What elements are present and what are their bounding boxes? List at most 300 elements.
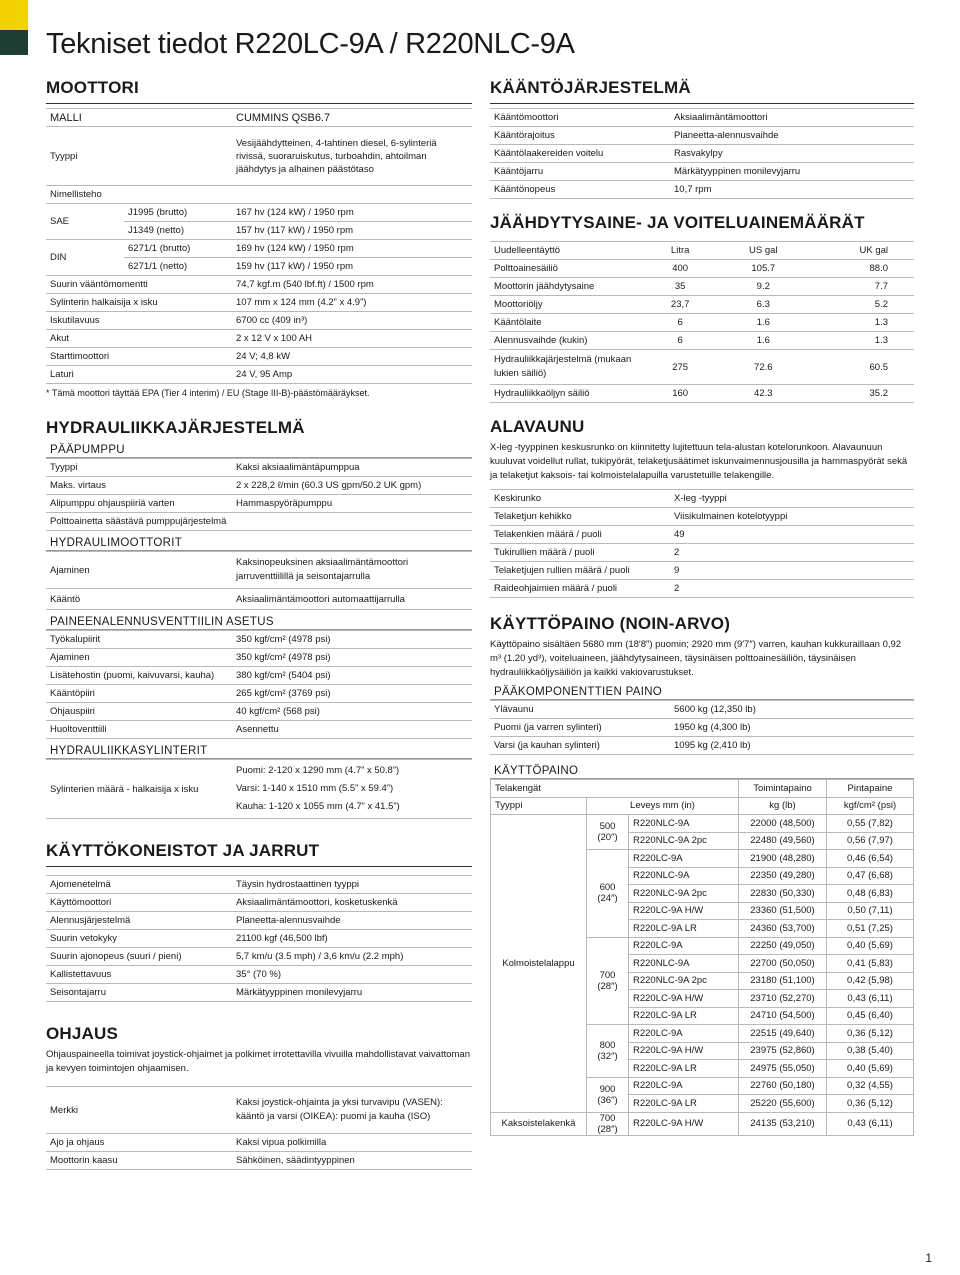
- row-value: Kaksi aksiaalimäntäpumppua: [232, 459, 472, 477]
- table-row: [46, 721, 472, 739]
- cell: 35.2: [810, 385, 914, 403]
- cell: Moottoriöljy: [490, 296, 644, 314]
- row-label: Sylinterin halkaisija x isku: [46, 294, 232, 312]
- row-label: Puomi (ja varren sylinteri): [490, 719, 670, 737]
- row-label: Tyyppi: [46, 459, 232, 477]
- row-label: Alennusjärjestelmä: [46, 912, 232, 930]
- model-cell: R220LC-9A LR: [629, 1095, 739, 1113]
- row-label: Akut: [46, 330, 232, 348]
- row-value: 49: [670, 526, 914, 544]
- weight-cell: 23710 (52,270): [739, 990, 827, 1008]
- cell: 6: [644, 332, 717, 350]
- row-value: Planeetta-alennusvaihde: [232, 912, 472, 930]
- row-label: Telaketjun kehikko: [490, 508, 670, 526]
- model-cell: R220LC-9A: [629, 1077, 739, 1095]
- row-label: Ajaminen: [46, 649, 232, 667]
- cell: 160: [644, 385, 717, 403]
- table-row: [46, 204, 472, 222]
- table-row: [46, 1087, 472, 1134]
- row-value: 2: [670, 580, 914, 598]
- table-row: [46, 685, 472, 703]
- row-value: 9: [670, 562, 914, 580]
- page-number: 1: [925, 1251, 932, 1265]
- weight-cell: 22830 (50,330): [739, 885, 827, 903]
- table-row: [46, 760, 472, 819]
- power-value: 157 hv (117 kW) / 1950 rpm: [232, 222, 472, 240]
- table-row: [46, 589, 472, 610]
- power-cond: J1995 (brutto): [124, 204, 232, 222]
- model-cell: R220LC-9A LR: [629, 920, 739, 938]
- table-row: [46, 1152, 472, 1170]
- table-row: [46, 109, 472, 127]
- table-row: [46, 948, 472, 966]
- table-row: [490, 385, 914, 403]
- shoe-type-cell: Kolmoistelalappu: [491, 815, 587, 1113]
- alavaunu-text: X-leg -tyyppinen keskusrunko on kiinnitetty lujitettuun tela-alustan kotelorunkoon. Alavaunuun kuuluvat voidellut rullat, tukipyörät, telaketjusäätimet iskunvaimennusjousilla ja hammaspyörät sekä ja telaketjut kaksois- tai kolmoistelalapuilla varustetuille telakengille.: [490, 442, 908, 481]
- row-label: Telakenkien määrä / puoli: [490, 526, 670, 544]
- row-label: Iskutilavuus: [46, 312, 232, 330]
- weight-cell: 22000 (48,500): [739, 815, 827, 833]
- cell: Moottorin jäähdytysaine: [490, 278, 644, 296]
- row-label: Polttoainetta säästävä pumppujärjestelmä: [46, 513, 472, 531]
- pump-table: [46, 458, 472, 531]
- cell: 7.7: [810, 278, 914, 296]
- row-label: Kääntöjarru: [490, 163, 670, 181]
- model-cell: R220LC-9A H/W: [629, 1112, 739, 1135]
- row-label: Suurin vetokyky: [46, 930, 232, 948]
- cell: 105.7: [717, 260, 811, 278]
- table-row: [46, 294, 472, 312]
- motor-table: [46, 551, 472, 610]
- header-cell: Leveys mm (in): [587, 797, 739, 815]
- power-value: 159 hv (117 kW) / 1950 rpm: [232, 258, 472, 276]
- row-label: Ylävaunu: [490, 701, 670, 719]
- malli-label: MALLI: [46, 109, 232, 127]
- header-cell: Telakengät: [491, 780, 739, 798]
- table-row: [490, 526, 914, 544]
- paine-table: [46, 630, 472, 739]
- weight-cell: 22250 (49,050): [739, 937, 827, 955]
- row-label: Kääntömoottori: [490, 109, 670, 127]
- moottori-heading: MOOTTORI: [46, 78, 472, 104]
- row-label: Tukirullien määrä / puoli: [490, 544, 670, 562]
- cell: 400: [644, 260, 717, 278]
- sae-label: SAE: [46, 204, 124, 240]
- table-row: [490, 109, 914, 127]
- weight-cell: 24135 (53,210): [739, 1112, 827, 1135]
- row-value: Viisikulmainen kotelotyyppi: [670, 508, 914, 526]
- table-row: [490, 508, 914, 526]
- cell: 9.2: [717, 278, 811, 296]
- table-row: [490, 544, 914, 562]
- row-value: Sähköinen, säädintyyppinen: [232, 1152, 472, 1170]
- row-label: Käyttömoottori: [46, 894, 232, 912]
- row-value: Rasvakylpy: [670, 145, 914, 163]
- table-row: [491, 1112, 914, 1135]
- row-value: 35° (70 %): [232, 966, 472, 984]
- row-value: 40 kgf/cm² (568 psi): [232, 703, 472, 721]
- table-row: [490, 296, 914, 314]
- weight-cell: 22350 (49,280): [739, 867, 827, 885]
- control-table: [46, 1086, 472, 1170]
- table-row: [46, 366, 472, 384]
- row-label: Suurin vääntömomentti: [46, 276, 232, 294]
- row-value: Täysin hydrostaattinen tyyppi: [232, 876, 472, 894]
- table-row: [490, 719, 914, 737]
- model-cell: R220LC-9A: [629, 850, 739, 868]
- header-cell: kgf/cm² (psi): [827, 797, 914, 815]
- row-value: 2: [670, 544, 914, 562]
- hydrauliikka-heading: HYDRAULIIKKAJÄRJESTELMÄ: [46, 418, 305, 437]
- cell: 88.0: [810, 260, 914, 278]
- cylinder-boom: Puomi: 2-120 x 1290 mm (4.7” x 50.8”): [236, 765, 400, 776]
- power-cond: 6271/1 (netto): [124, 258, 232, 276]
- table-row: [491, 780, 914, 798]
- weight-cell: 24360 (53,700): [739, 920, 827, 938]
- moottorit-subheading: HYDRAULIMOOTTORIT: [46, 535, 472, 551]
- weight-table-body: [491, 815, 914, 1136]
- model-cell: R220LC-9A H/W: [629, 1042, 739, 1060]
- cell: 6: [644, 314, 717, 332]
- operating-weight-table: [490, 779, 914, 1136]
- row-value: Kaksinopeuksinen aksiaalimäntämoottori jarruventtiilillä ja seisontajarrulla: [232, 552, 472, 589]
- row-label: Varsi (ja kauhan sylinteri): [490, 737, 670, 755]
- kaantojarjestelma-heading: KÄÄNTÖJÄRJESTELMÄ: [490, 78, 914, 104]
- row-value: Aksiaalimäntämoottori, kosketuskenkä: [232, 894, 472, 912]
- drive-table: [46, 875, 472, 1002]
- brand-corner-yellow: [0, 0, 28, 30]
- power-cond: J1349 (netto): [124, 222, 232, 240]
- row-value: Kaksi joystick-ohjainta ja yksi turvavipu (VASEN): kääntö ja varsi (OIKEA): puomi ja kauha (ISO): [232, 1087, 472, 1134]
- row-label: Kääntörajoitus: [490, 127, 670, 145]
- row-label: Sylinterien määrä - halkaisija x isku: [46, 760, 232, 819]
- row-label: Ajaminen: [46, 552, 232, 589]
- header-cell: Toimintapaino: [739, 780, 827, 798]
- cylinder-table: [46, 759, 472, 819]
- row-value: 350 kgf/cm² (4978 psi): [232, 631, 472, 649]
- weight-cell: 22515 (49,640): [739, 1025, 827, 1043]
- table-row: [490, 242, 914, 260]
- table-row: [46, 477, 472, 495]
- ohjaus-text: Ohjauspaineella toimivat joystick-ohjaimet ja polkimet irrotettavilla vivuilla mahdollistavat vaivattoman ja kevyen toimintojen ohjaamisen.: [46, 1049, 470, 1074]
- cell: 72.6: [717, 350, 811, 385]
- table-row: [490, 490, 914, 508]
- header-cell: Pintapaine: [827, 780, 914, 798]
- header-cell: Litra: [644, 242, 717, 260]
- table-row: [490, 127, 914, 145]
- swing-table: [490, 108, 914, 199]
- table-row: [490, 580, 914, 598]
- weight-cell: 24975 (55,050): [739, 1060, 827, 1078]
- cell: 23,7: [644, 296, 717, 314]
- row-value: 5,7 km/u (3.5 mph) / 3,6 km/u (2.2 mph): [232, 948, 472, 966]
- row-label: Työkalupiirit: [46, 631, 232, 649]
- table-row: [46, 459, 472, 477]
- moottori-table: [46, 108, 472, 384]
- pressure-cell: 0,50 (7,11): [827, 902, 914, 920]
- sylinterit-subheading: HYDRAULIIKKASYLINTERIT: [46, 743, 472, 759]
- undercarriage-table: [490, 489, 914, 598]
- pressure-cell: 0,56 (7,97): [827, 832, 914, 850]
- table-row: [46, 894, 472, 912]
- row-value: Märkätyyppinen monilevyjarru: [232, 984, 472, 1002]
- row-label: Huoltoventtiili: [46, 721, 232, 739]
- row-value: X-leg -tyyppi: [670, 490, 914, 508]
- row-value: 74,7 kgf.m (540 lbf.ft) / 1500 rpm: [232, 276, 472, 294]
- pressure-cell: 0,36 (5,12): [827, 1095, 914, 1113]
- cell: Kääntölaite: [490, 314, 644, 332]
- shoe-width-cell: 900 (36″): [587, 1077, 629, 1112]
- table-row: [46, 348, 472, 366]
- pressure-cell: 0,36 (5,12): [827, 1025, 914, 1043]
- pressure-cell: 0,40 (5,69): [827, 1060, 914, 1078]
- row-label: Moottorin kaasu: [46, 1152, 232, 1170]
- row-value: Hammaspyöräpumppu: [232, 495, 472, 513]
- cylinder-values: [232, 760, 472, 819]
- table-row: [490, 260, 914, 278]
- pressure-cell: 0,40 (5,69): [827, 937, 914, 955]
- table-row: [46, 649, 472, 667]
- model-cell: R220LC-9A H/W: [629, 902, 739, 920]
- model-cell: R220NLC-9A 2pc: [629, 832, 739, 850]
- table-row: [46, 876, 472, 894]
- header-cell: Uudelleentäyttö: [490, 242, 644, 260]
- table-row: [490, 278, 914, 296]
- emission-note: * Tämä moottori täyttää EPA (Tier 4 interim) / EU (Stage III-B)-päästömääräykset.: [46, 388, 370, 398]
- nimellisteho-label: Nimellisteho: [46, 186, 472, 204]
- cell: 1.6: [717, 332, 811, 350]
- table-row: [46, 966, 472, 984]
- table-row: [46, 667, 472, 685]
- cell: 1.3: [810, 332, 914, 350]
- row-value: 2 x 12 V x 100 AH: [232, 330, 472, 348]
- row-label: Alipumppu ohjauspiiriä varten: [46, 495, 232, 513]
- cell: 6.3: [717, 296, 811, 314]
- model-cell: R220LC-9A: [629, 1025, 739, 1043]
- model-cell: R220LC-9A LR: [629, 1007, 739, 1025]
- row-label: Seisontajarru: [46, 984, 232, 1002]
- model-cell: R220LC-9A: [629, 937, 739, 955]
- pressure-cell: 0,55 (7,82): [827, 815, 914, 833]
- tyyppi-label: Tyyppi: [46, 127, 232, 186]
- header-cell: Tyyppi: [491, 797, 587, 815]
- table-row: [46, 552, 472, 589]
- pressure-cell: 0,48 (6,83): [827, 885, 914, 903]
- cell: 1.6: [717, 314, 811, 332]
- paapumppu-subheading: PÄÄPUMPPU: [46, 442, 472, 458]
- cell: 35: [644, 278, 717, 296]
- row-value: 1950 kg (4,300 lb): [670, 719, 914, 737]
- row-label: Kääntö: [46, 589, 232, 610]
- table-row: [46, 930, 472, 948]
- cell: Polttoainesäiliö: [490, 260, 644, 278]
- paine-subheading: PAINEENALENNUSVENTTIILIN ASETUS: [46, 614, 472, 630]
- page-title: Tekniset tiedot R220LC-9A / R220NLC-9A: [46, 28, 575, 60]
- row-label: Raideohjaimien määrä / puoli: [490, 580, 670, 598]
- table-row: [490, 163, 914, 181]
- weight-cell: 22480 (49,560): [739, 832, 827, 850]
- table-row: [490, 314, 914, 332]
- pressure-cell: 0,47 (6,68): [827, 867, 914, 885]
- pressure-cell: 0,43 (6,11): [827, 1112, 914, 1135]
- alavaunu-heading: ALAVAUNU: [490, 417, 585, 436]
- table-row: [46, 495, 472, 513]
- table-row: [491, 797, 914, 815]
- weight-cell: 22760 (50,180): [739, 1077, 827, 1095]
- cell: 5.2: [810, 296, 914, 314]
- table-row: [46, 912, 472, 930]
- row-value: 24 V; 4,8 kW: [232, 348, 472, 366]
- paakomponentit-subheading: PÄÄKOMPONENTTIEN PAINO: [490, 684, 914, 700]
- din-label: DIN: [46, 240, 124, 276]
- pressure-cell: 0,41 (5,83): [827, 955, 914, 973]
- table-row: [46, 127, 472, 186]
- weight-cell: 21900 (48,280): [739, 850, 827, 868]
- row-label: Kääntölaakereiden voitelu: [490, 145, 670, 163]
- row-value: Planeetta-alennusvaihde: [670, 127, 914, 145]
- weight-cell: 22700 (50,050): [739, 955, 827, 973]
- row-value: 10,7 rpm: [670, 181, 914, 199]
- row-label: Laturi: [46, 366, 232, 384]
- table-row: [46, 186, 472, 204]
- header-cell: kg (lb): [739, 797, 827, 815]
- shoe-width-cell: 800 (32″): [587, 1025, 629, 1078]
- cell: 60.5: [810, 350, 914, 385]
- row-value: 350 kgf/cm² (4978 psi): [232, 649, 472, 667]
- table-row: [46, 312, 472, 330]
- cylinder-arm: Varsi: 1-140 x 1510 mm (5.5” x 59.4”): [236, 783, 394, 794]
- table-row: [490, 701, 914, 719]
- row-label: Ajomenetelmä: [46, 876, 232, 894]
- component-weight-table: [490, 700, 914, 755]
- table-row: [46, 513, 472, 531]
- row-value: 5600 kg (12,350 lb): [670, 701, 914, 719]
- cell: Hydrauliikkajärjestelmä (mukaan lukien säiliö): [490, 350, 644, 385]
- kayttopaino-heading: KÄYTTÖPAINO (NOIN-ARVO): [490, 614, 731, 633]
- weight-cell: 24710 (54,500): [739, 1007, 827, 1025]
- table-row: [46, 240, 472, 258]
- cell: Alennusvaihde (kukin): [490, 332, 644, 350]
- table-row: [46, 703, 472, 721]
- row-label: Maks. virtaus: [46, 477, 232, 495]
- row-value: 6700 cc (409 in³): [232, 312, 472, 330]
- row-value: Märkätyyppinen monilevyjarru: [670, 163, 914, 181]
- row-value: Aksiaalimäntämoottori automaattijarrulla: [232, 589, 472, 610]
- brand-corner-green: [0, 30, 28, 55]
- pressure-cell: 0,32 (4,55): [827, 1077, 914, 1095]
- header-cell: US gal: [717, 242, 811, 260]
- cell: 275: [644, 350, 717, 385]
- table-row: [490, 562, 914, 580]
- jaahdytysaine-heading: JÄÄHDYTYSAINE- JA VOITELUAINEMÄÄRÄT: [490, 213, 865, 232]
- ohjaus-heading: OHJAUS: [46, 1024, 119, 1043]
- pressure-cell: 0,43 (6,11): [827, 990, 914, 1008]
- shoe-width-cell: 500 (20″): [587, 815, 629, 850]
- cell: Hydrauliikkaöljyn säiliö: [490, 385, 644, 403]
- row-label: Lisätehostin (puomi, kaivuvarsi, kauha): [46, 667, 232, 685]
- kayttokoneistot-heading: KÄYTTÖKONEISTOT JA JARRUT: [46, 841, 472, 867]
- kayttopaino-text: Käyttöpaino sisältäen 5680 mm (18′8″) puomin; 2920 mm (9′7″) varren, kauhan kukkuraillaan 0,92 m³ (1.20 yd³), voiteluaineen, jäähdytysaineen, täysinäisen polttoainesäiliön, täysinäisen hydrauliikkaöljysäiliön ja kaikki vakiovarustukset.: [490, 639, 902, 678]
- row-value: 2 x 228,2 ℓ/min (60.3 US gpm/50.2 UK gpm): [232, 477, 472, 495]
- pressure-cell: 0,42 (5,98): [827, 972, 914, 990]
- row-label: Starttimoottori: [46, 348, 232, 366]
- power-cond: 6271/1 (brutto): [124, 240, 232, 258]
- table-row: [46, 330, 472, 348]
- row-label: Kääntöpiiri: [46, 685, 232, 703]
- cylinder-bucket: Kauha: 1-120 x 1055 mm (4.7” x 41.5”): [236, 801, 400, 812]
- capacity-table: [490, 241, 914, 403]
- shoe-width-cell: 700 (28″): [587, 937, 629, 1025]
- tyyppi-value: Vesijäähdytteinen, 4-tahtinen diesel, 6-sylinteriä rivissä, suoraruiskutus, turboahdin, ahtoilman jäähdytys ja alhainen päästötaso: [232, 127, 472, 186]
- table-row: [46, 1134, 472, 1152]
- weight-cell: 23975 (52,860): [739, 1042, 827, 1060]
- power-value: 169 hv (124 kW) / 1950 rpm: [232, 240, 472, 258]
- shoe-width-cell: 700 (28″): [587, 1112, 629, 1135]
- table-row: [491, 815, 914, 833]
- pressure-cell: 0,46 (6,54): [827, 850, 914, 868]
- malli-value: CUMMINS QSB6.7: [232, 109, 472, 127]
- row-value: Aksiaalimäntämoottori: [670, 109, 914, 127]
- kayttopaino-subheading: KÄYTTÖPAINO: [490, 763, 914, 779]
- weight-cell: 23360 (51,500): [739, 902, 827, 920]
- model-cell: R220NLC-9A 2pc: [629, 972, 739, 990]
- right-column: [490, 78, 914, 1136]
- row-value: 380 kgf/cm² (5404 psi): [232, 667, 472, 685]
- model-cell: R220NLC-9A 2pc: [629, 885, 739, 903]
- model-cell: R220LC-9A H/W: [629, 990, 739, 1008]
- table-row: [490, 181, 914, 199]
- row-label: Telaketjujen rullien määrä / puoli: [490, 562, 670, 580]
- header-cell: UK gal: [810, 242, 914, 260]
- left-column: [46, 78, 472, 1170]
- weight-cell: 25220 (55,600): [739, 1095, 827, 1113]
- cell: 1.3: [810, 314, 914, 332]
- table-row: [46, 631, 472, 649]
- table-row: [490, 350, 914, 385]
- model-cell: R220LC-9A LR: [629, 1060, 739, 1078]
- row-label: Kääntönopeus: [490, 181, 670, 199]
- cell: 42.3: [717, 385, 811, 403]
- row-value: Asennettu: [232, 721, 472, 739]
- table-row: [490, 737, 914, 755]
- table-row: [490, 332, 914, 350]
- weight-cell: 23180 (51,100): [739, 972, 827, 990]
- model-cell: R220NLC-9A: [629, 867, 739, 885]
- row-value: 107 mm x 124 mm (4.2” x 4.9”): [232, 294, 472, 312]
- table-row: [46, 984, 472, 1002]
- row-value: Kaksi vipua polkimilla: [232, 1134, 472, 1152]
- table-row: [46, 276, 472, 294]
- row-value: 1095 kg (2,410 lb): [670, 737, 914, 755]
- shoe-width-cell: 600 (24″): [587, 850, 629, 938]
- row-label: Ohjauspiiri: [46, 703, 232, 721]
- pressure-cell: 0,38 (5,40): [827, 1042, 914, 1060]
- row-label: Merkki: [46, 1087, 232, 1134]
- pressure-cell: 0,51 (7,25): [827, 920, 914, 938]
- shoe-type-cell: Kaksoistelakenkä: [491, 1112, 587, 1135]
- power-value: 167 hv (124 kW) / 1950 rpm: [232, 204, 472, 222]
- row-value: 24 V, 95 Amp: [232, 366, 472, 384]
- model-cell: R220NLC-9A: [629, 955, 739, 973]
- row-value: 265 kgf/cm² (3769 psi): [232, 685, 472, 703]
- row-value: 21100 kgf (46,500 lbf): [232, 930, 472, 948]
- row-label: Kallistettavuus: [46, 966, 232, 984]
- row-label: Ajo ja ohjaus: [46, 1134, 232, 1152]
- pressure-cell: 0,45 (6,40): [827, 1007, 914, 1025]
- row-label: Suurin ajonopeus (suuri / pieni): [46, 948, 232, 966]
- model-cell: R220NLC-9A: [629, 815, 739, 833]
- table-row: [490, 145, 914, 163]
